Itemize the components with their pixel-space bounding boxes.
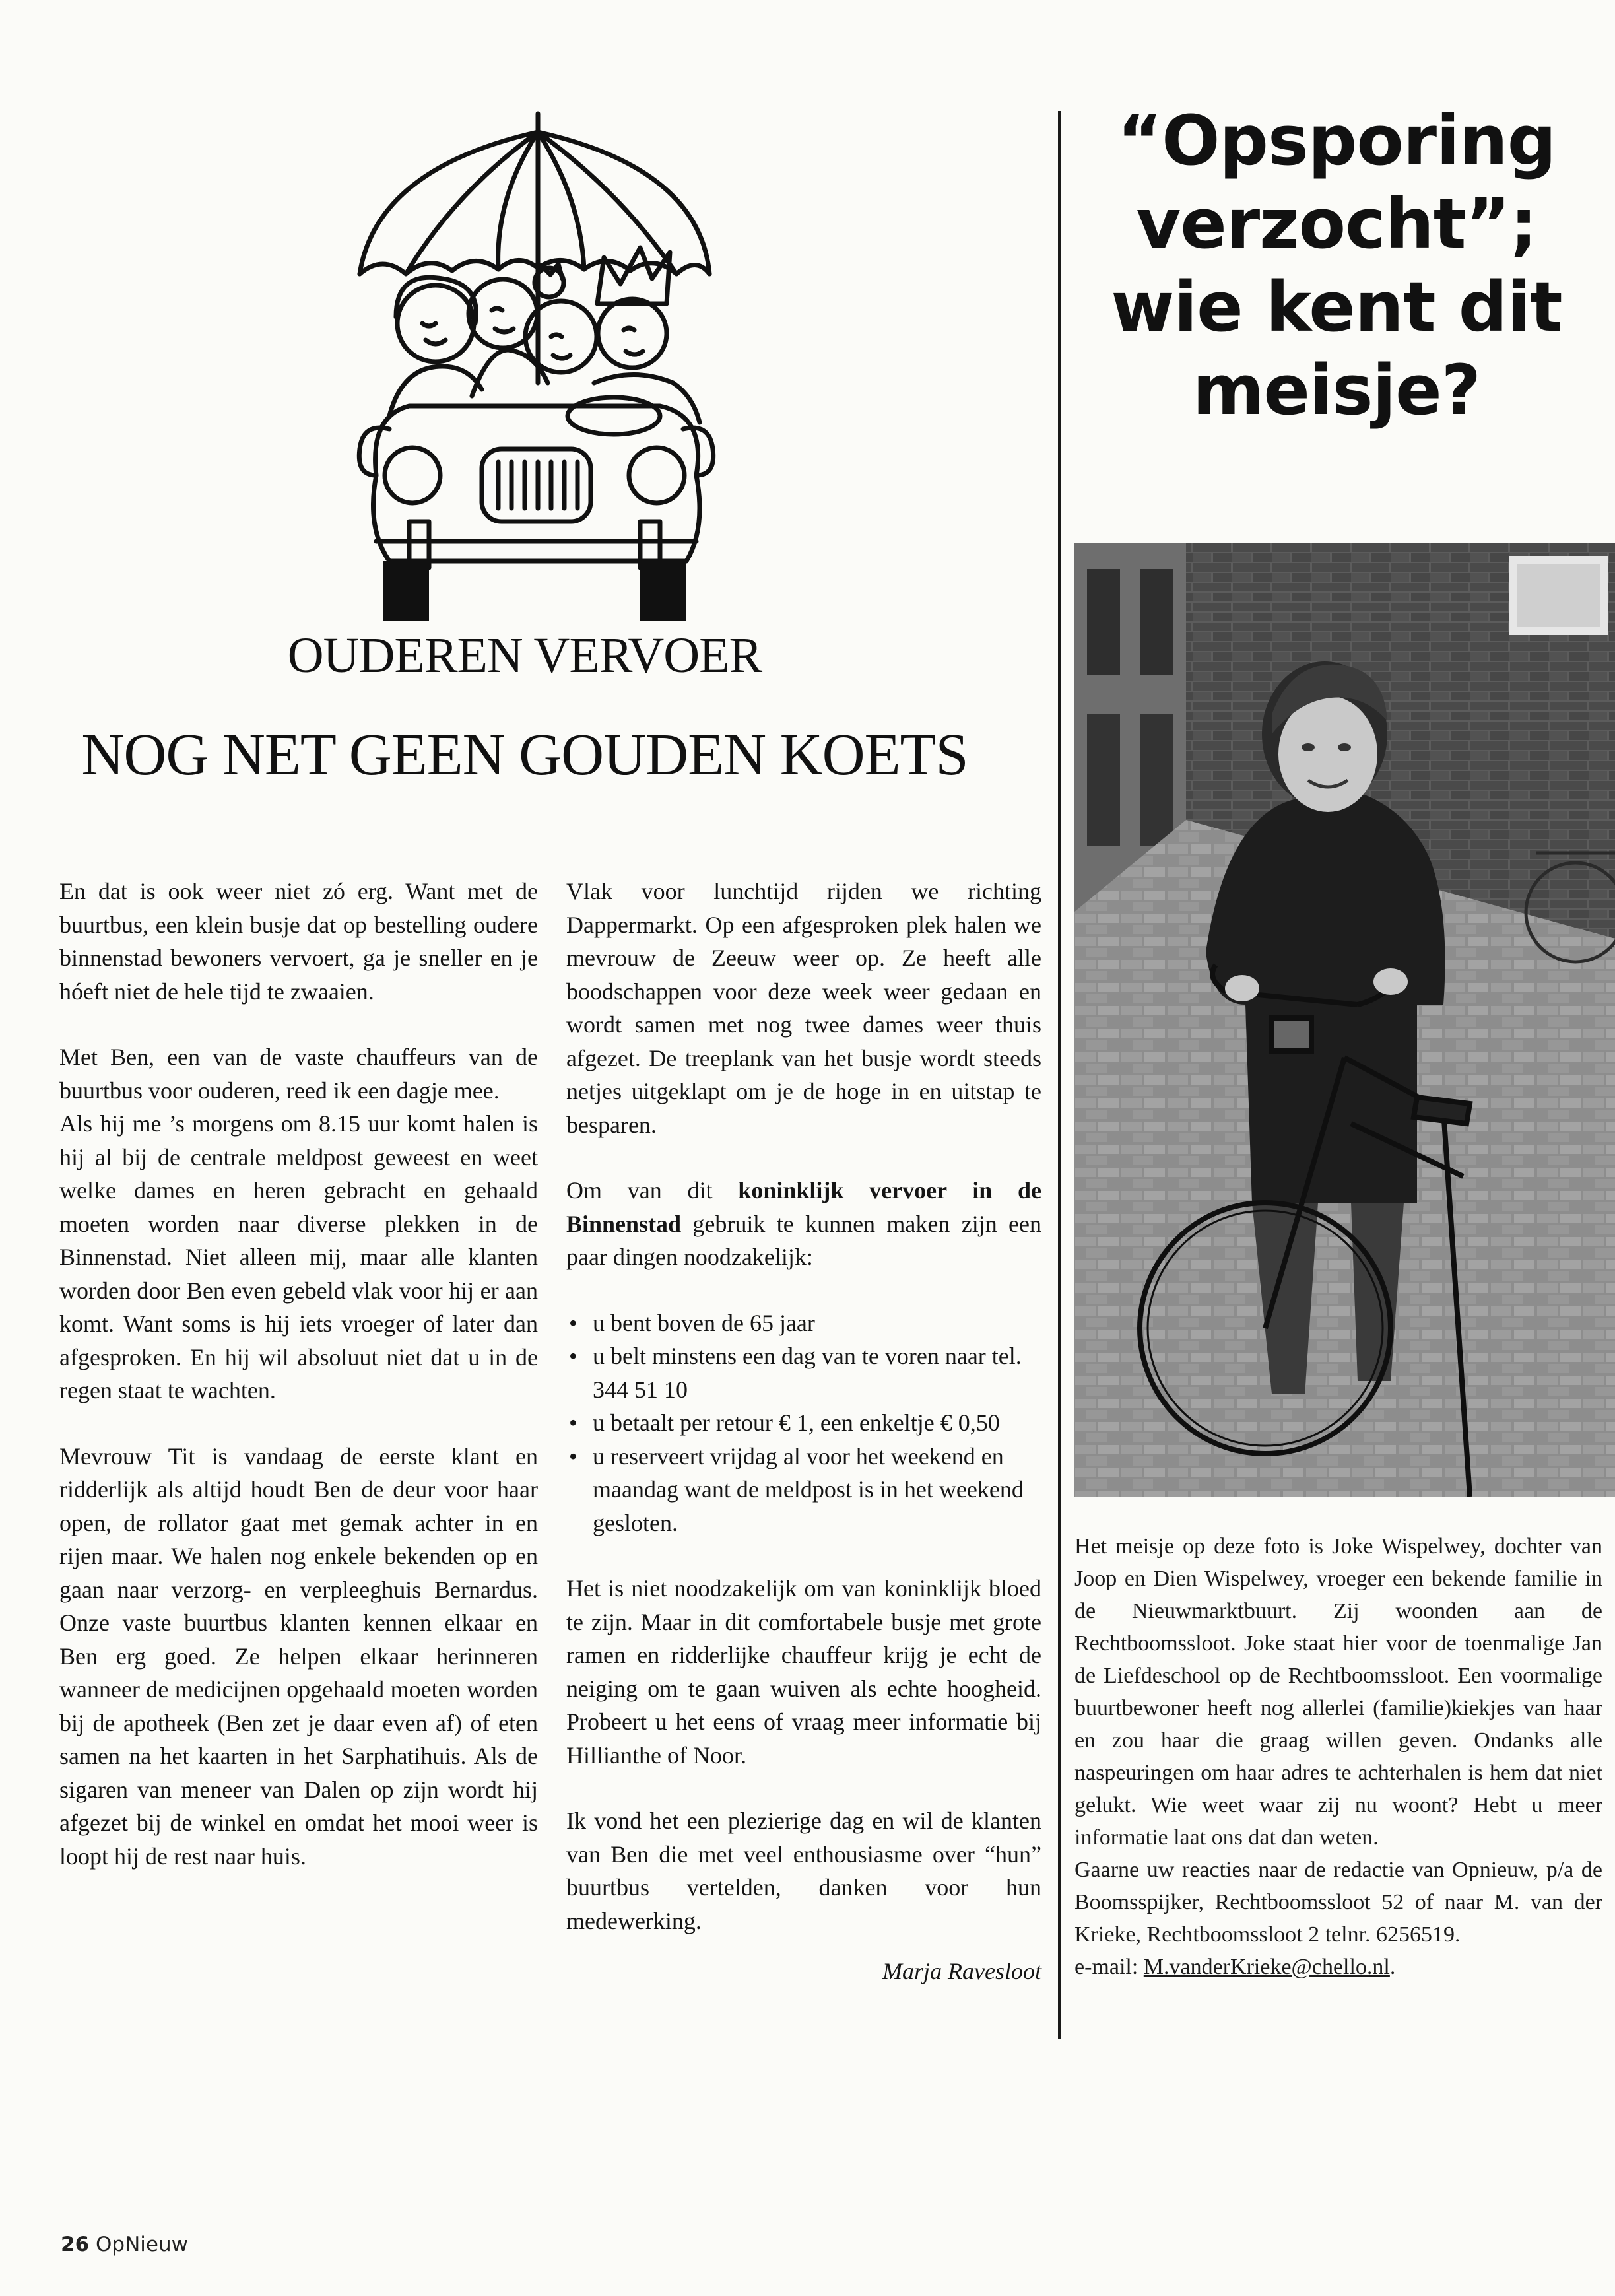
column-divider [1058, 111, 1061, 2039]
page-footer [61, 2233, 188, 2256]
paragraph: Vlak voor lunchtijd rijden we richting Dappermarkt. Op een afgesproken plek halen we mevrouw de Zeeuw weer op. Ze heeft alle boodschappen voor deze week weer gedaan en wordt samen met nog twee dames weer thuis afgezet. De treeplank van het busje wordt steeds netjes uitgeklapt om je de hoge in en uitstap te besparen. [566, 878, 1041, 1138]
list-item: • u betaalt per retour € 1, een enkeltje € 0,50 [566, 1406, 1041, 1440]
headline-line: “Opsporing [1117, 100, 1556, 181]
email-suffix: . [1389, 1955, 1396, 1979]
emphasis-text: koninklijk vervoer in de Binnenstad [566, 1177, 1041, 1237]
car-umbrella-illustration [330, 106, 739, 627]
email-link[interactable]: M.vanderKrieke@chello.nl [1143, 1955, 1390, 1979]
article-kicker: OUDEREN VERVOER [287, 628, 762, 683]
headline-line: verzocht”; [1136, 184, 1537, 264]
list-item: • u reserveert vrijdag al voor het weekend en maandag want de meldpost is in het weekend gesloten. [566, 1440, 1041, 1540]
paragraph: En dat is ook weer niet zó erg. Want met de buurtbus, een klein busje dat op bestelling oudere binnenstad bewoners vervoert, ga je sneller en je hóeft niet de hele tijd te zwaaien. [59, 878, 538, 1005]
article-left-column [59, 875, 538, 1905]
article-middle-column [566, 875, 1041, 1988]
paragraph: Als hij me ’s morgens om 8.15 uur komt halen is hij al bij de centrale meldpost geweest en weet welke dames en heren gebracht en gehaald moeten worden naar diverse plekken in de Binnenstad. Niet alleen mij, maar alle klanten worden door Ben even gebeld vlak voor hij er aan komt. Want soms is hij iets vroeger of later dan afgesproken. En hij wil absoluut niet dat u in de regen staat te wachten. [59, 1110, 538, 1403]
text: Om van dit [566, 1177, 739, 1203]
email-label: e-mail: [1074, 1955, 1138, 1979]
headline-line: wie kent dit [1111, 267, 1562, 347]
paragraph: Met Ben, een van de vaste chauffeurs van de buurtbus voor ouderen, reed ik een dagje mee. [59, 1044, 538, 1104]
magazine-name: OpNieuw [96, 2233, 188, 2256]
list-item: • u bent boven de 65 jaar [566, 1306, 1041, 1340]
sidebar-headline [1072, 99, 1600, 432]
headline-line: meisje? [1193, 350, 1480, 430]
requirements-list [566, 1306, 1041, 1540]
paragraph: Het is niet noodzakelijk om van koninklijk bloed te zijn. Maar in dit comfortabele busje met grote ramen en ridderlijke chauffeur krijg je echt de neiging om te gaan wuiven als echte hoogheid. Probeert u het eens of vraag meer informatie bij Hillianthe of Noor. [566, 1575, 1041, 1769]
photo-caption: Het meisje op deze foto is Joke Wispelwey, dochter van Joop en Dien Wispelwey, vroeger een bekende familie in de Nieuwmarktbuurt. Zij woonden aan de Rechtboomssloot. Joke staat hier voor de toenmalige Jan de Liefdeschool op de Rechtboomssloot. Een voormalige buurtbewoner heeft nog allerlei (familie)kiekjes van haar en zou haar die graag willen geven. Ondanks alle naspeuringen om haar adres te achterhalen is hem dat niet gelukt. Wie weet waar zij nu woont? Hebt u meer informatie laat ons dat dan weten. [1074, 1534, 1602, 1850]
email-line [1074, 1951, 1602, 1983]
text: gebruik te kunnen maken zijn een paar dingen noodzakelijk: [566, 1210, 1041, 1270]
paragraph [566, 1174, 1041, 1274]
page-number: 26 [61, 2233, 90, 2256]
author-byline: Marja Ravesloot [882, 1958, 1041, 1984]
list-item: • u belt minstens een dag van te voren naar tel. 344 51 10 [566, 1339, 1041, 1406]
paragraph: Ik vond het een plezierige dag en wil de klanten van Ben die met veel enthousiasme over “hun” buurtbus vertelden, danken voor hun medewerking. [566, 1807, 1041, 1934]
response-info: Gaarne uw reacties naar de redactie van Opnieuw, p/a de Boomsspijker, Rechtboomssloot 52 of naar M. van der Krieke, Rechtboomssloot 2 telnr. 6256519. [1074, 1858, 1602, 1947]
article-title: NOG NET GEEN GOUDEN KOETS [81, 722, 968, 788]
girl-with-bicycle-photo [1074, 543, 1615, 1497]
photo-caption-column [1074, 1530, 1602, 1983]
paragraph: Mevrouw Tit is vandaag de eerste klant en ridderlijk als altijd houdt Ben de deur voor haar open, de rollator gaat met gemak achter in en rijen maar. We halen nog enkele bekenden op en gaan naar verzorg- en verpleeghuis Bernardus. Onze vaste buurtbus klanten kennen elkaar en Ben erg goed. Ze helpen elkaar herinneren wanneer de medicijnen opgehaald moeten worden bij de apotheek (Ben zet je daar even af) of eten samen na het kaarten in het Sarphatihuis. Als de sigaren van meneer van Dalen op zijn wordt hij afgezet bij de winkel en omdat het mooi weer is loopt hij de rest naar huis. [59, 1442, 538, 1870]
